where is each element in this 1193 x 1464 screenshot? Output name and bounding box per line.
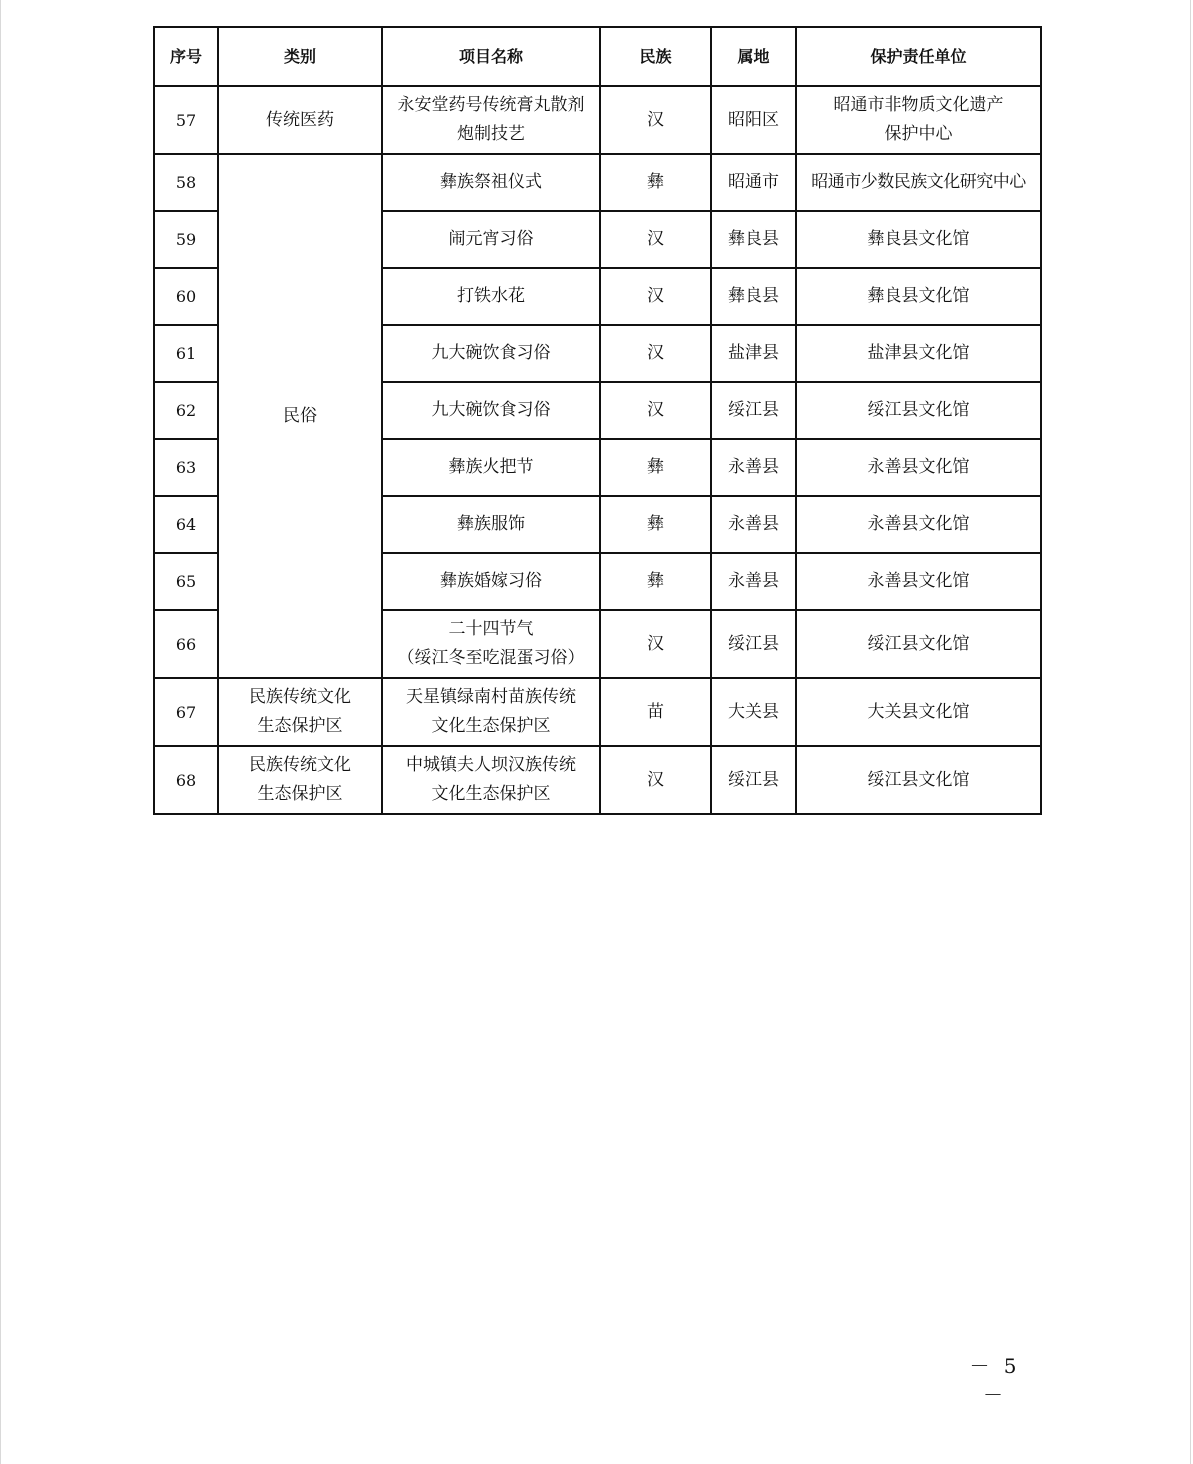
ethnic-group-cell: 汉	[600, 382, 711, 439]
ethnic-group-cell: 汉	[600, 211, 711, 268]
project-name-cell: 打铁水花	[382, 268, 600, 325]
responsible-unit-cell: 彝良县文化馆	[796, 211, 1041, 268]
project-name-cell: 九大碗饮食习俗	[382, 382, 600, 439]
project-name-line: 永安堂药号传统膏丸散剂	[397, 95, 585, 115]
project-name-line: （绥江冬至吃混蛋习俗）	[397, 648, 585, 668]
ethnic-group-cell: 汉	[600, 746, 711, 814]
header-category: 类别	[218, 27, 382, 86]
table-row	[154, 746, 1041, 814]
location-cell: 彝良县	[711, 268, 796, 325]
serial-number-cell: 60	[154, 268, 218, 325]
ethnic-group-cell: 彝	[600, 439, 711, 496]
project-name-line: 炮制技艺	[457, 124, 525, 144]
project-name-line: 二十四节气	[448, 619, 534, 639]
heritage-project-table	[153, 26, 1042, 815]
location-cell: 昭阳区	[711, 86, 796, 154]
responsible-unit-cell: 永善县文化馆	[796, 553, 1041, 610]
category-line: 生态保护区	[257, 784, 343, 804]
header-responsible-unit: 保护责任单位	[796, 27, 1041, 86]
project-name-cell	[382, 678, 600, 746]
project-name-cell: 彝族婚嫁习俗	[382, 553, 600, 610]
project-name-cell: 彝族服饰	[382, 496, 600, 553]
page-number: － 5 －	[969, 1354, 1021, 1407]
project-name-cell	[382, 86, 600, 154]
ethnic-group-cell: 汉	[600, 268, 711, 325]
ethnic-group-cell: 汉	[600, 86, 711, 154]
location-cell: 永善县	[711, 496, 796, 553]
ethnic-group-cell: 汉	[600, 325, 711, 382]
project-name-line: 文化生态保护区	[431, 716, 551, 736]
serial-number-cell: 57	[154, 86, 218, 154]
location-cell: 绥江县	[711, 382, 796, 439]
category-line: 生态保护区	[257, 716, 343, 736]
serial-number-cell: 66	[154, 610, 218, 678]
category-cell: 传统医药	[218, 86, 382, 154]
serial-number-cell: 68	[154, 746, 218, 814]
table-header-row	[154, 27, 1041, 86]
project-name-line: 中城镇夫人坝汉族传统	[406, 755, 576, 775]
responsible-unit-cell: 彝良县文化馆	[796, 268, 1041, 325]
serial-number-cell: 64	[154, 496, 218, 553]
responsible-unit-cell	[796, 86, 1041, 154]
project-name-cell: 彝族祭祖仪式	[382, 154, 600, 211]
responsible-unit-cell: 绥江县文化馆	[796, 746, 1041, 814]
serial-number-cell: 58	[154, 154, 218, 211]
ethnic-group-cell: 彝	[600, 496, 711, 553]
project-name-cell	[382, 610, 600, 678]
project-name-cell: 闹元宵习俗	[382, 211, 600, 268]
location-cell: 绥江县	[711, 610, 796, 678]
ethnic-group-cell: 苗	[600, 678, 711, 746]
category-cell-folk-custom: 民俗	[218, 154, 382, 678]
serial-number-cell: 61	[154, 325, 218, 382]
responsible-unit-cell: 永善县文化馆	[796, 496, 1041, 553]
responsible-unit-line: 昭通市非物质文化遗产	[833, 95, 1004, 115]
serial-number-cell: 67	[154, 678, 218, 746]
header-location: 属地	[711, 27, 796, 86]
location-cell: 彝良县	[711, 211, 796, 268]
category-line: 民族传统文化	[249, 687, 351, 707]
serial-number-cell: 59	[154, 211, 218, 268]
ethnic-group-cell: 彝	[600, 154, 711, 211]
table-row	[154, 86, 1041, 154]
location-cell: 盐津县	[711, 325, 796, 382]
location-cell: 大关县	[711, 678, 796, 746]
category-cell	[218, 746, 382, 814]
responsible-unit-cell: 绥江县文化馆	[796, 610, 1041, 678]
responsible-unit-cell: 盐津县文化馆	[796, 325, 1041, 382]
serial-number-cell: 65	[154, 553, 218, 610]
project-name-cell: 彝族火把节	[382, 439, 600, 496]
category-cell	[218, 678, 382, 746]
page-right-edge	[1190, 0, 1191, 1464]
serial-number-cell: 62	[154, 382, 218, 439]
location-cell: 昭通市	[711, 154, 796, 211]
responsible-unit-cell: 永善县文化馆	[796, 439, 1041, 496]
ethnic-group-cell: 彝	[600, 553, 711, 610]
table-row	[154, 154, 1041, 211]
location-cell: 永善县	[711, 439, 796, 496]
page-left-edge	[0, 0, 1, 1464]
responsible-unit-cell: 绥江县文化馆	[796, 382, 1041, 439]
table-row	[154, 678, 1041, 746]
project-name-cell	[382, 746, 600, 814]
location-cell: 绥江县	[711, 746, 796, 814]
responsible-unit-cell: 大关县文化馆	[796, 678, 1041, 746]
project-name-line: 天星镇绿南村苗族传统	[406, 687, 576, 707]
header-ethnic-group: 民族	[600, 27, 711, 86]
location-cell: 永善县	[711, 553, 796, 610]
category-line: 民族传统文化	[249, 755, 351, 775]
header-serial-number: 序号	[154, 27, 218, 86]
project-name-line: 文化生态保护区	[431, 784, 551, 804]
header-project-name: 项目名称	[382, 27, 600, 86]
project-name-cell: 九大碗饮食习俗	[382, 325, 600, 382]
responsible-unit-cell: 昭通市少数民族文化研究中心	[796, 154, 1041, 211]
serial-number-cell: 63	[154, 439, 218, 496]
responsible-unit-line: 保护中心	[884, 124, 953, 144]
ethnic-group-cell: 汉	[600, 610, 711, 678]
